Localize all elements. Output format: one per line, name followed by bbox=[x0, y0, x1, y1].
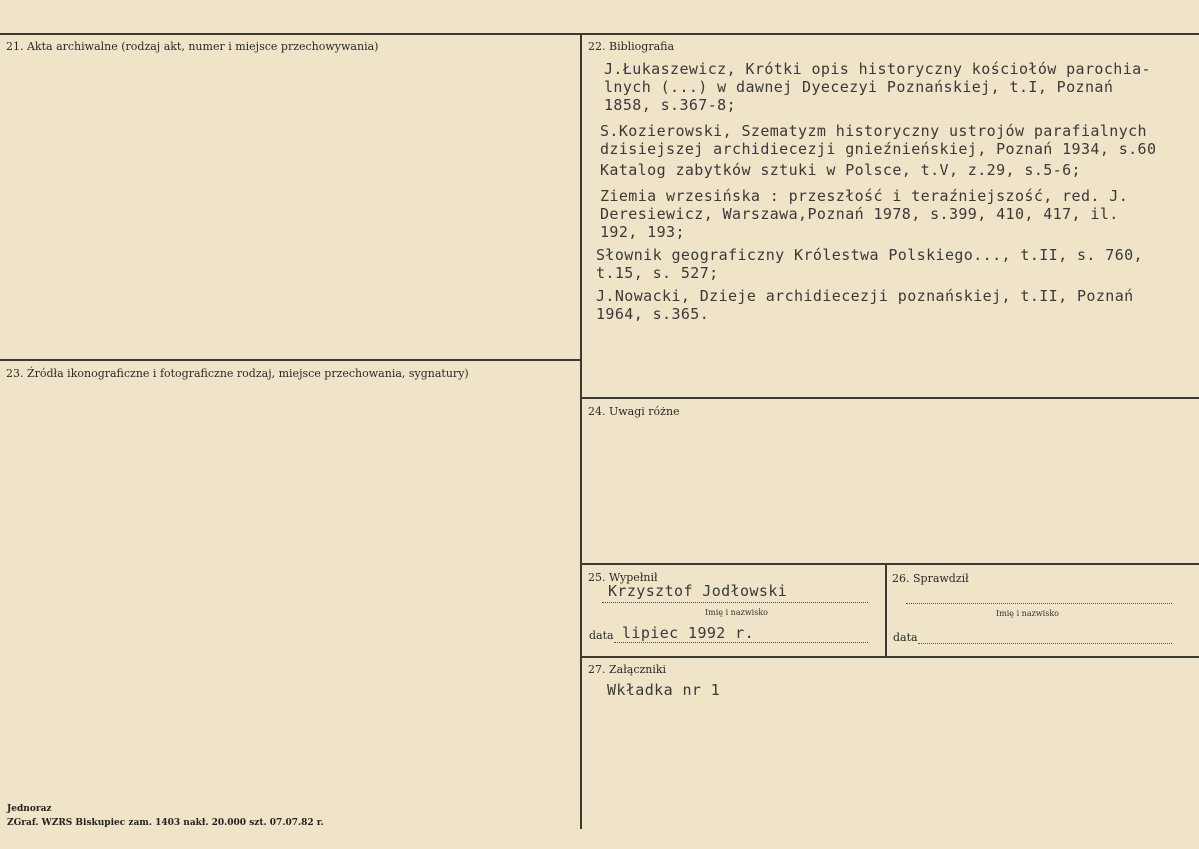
attachments-divider bbox=[581, 656, 1199, 658]
filled-by-date-line bbox=[614, 642, 868, 643]
section-24-label: 24. Uwagi różne bbox=[588, 405, 680, 418]
checked-by-name-line bbox=[906, 603, 1172, 604]
section-22-label: 22. Bibliografia bbox=[588, 40, 675, 53]
section-25-label: 25. Wypełnił bbox=[588, 571, 658, 584]
filled-by-name-line bbox=[602, 602, 868, 603]
checked-by-name-caption: Imię i nazwisko bbox=[996, 609, 1059, 618]
bibliography-entry: Słownik geograficzny Królestwa Polskiego..., t.II, s. 760, t.15, s. 527; bbox=[596, 246, 1143, 282]
bibliography-entry: S.Kozierowski, Szematyzm historyczny ustrojów parafialnych dzisiejszej archidiecezji gnieźnieńskiej, Poznań 1934, s.60 bbox=[600, 122, 1157, 158]
checked-by-date-line bbox=[918, 643, 1172, 644]
section-23-label: 23. Źródła ikonograficzne i fotograficzne rodzaj, miejsce przechowania, sygnatury) bbox=[6, 367, 469, 380]
section-27-label: 27. Załączniki bbox=[588, 663, 667, 676]
filled-by-name-caption: Imię i nazwisko bbox=[705, 608, 768, 617]
bibliography-entry: J.Łukaszewicz, Krótki opis historyczny kościołów parochia- lnych (...) w dawnej Dyecezyi Poznańskiej, t.I, Poznań 1858, s.367-8; bbox=[604, 60, 1151, 114]
filled-by-date: lipiec 1992 r. bbox=[622, 624, 755, 642]
bibliography-entry: Ziemia wrzesińska : przeszłość i teraźniejszość, red. J. Deresiewicz, Warszawa,Poznań 1978, s.399, 410, 417, il. 192, 193; bbox=[600, 187, 1129, 241]
section-21-label: 21. Akta archiwalne (rodzaj akt, numer i miejsce przechowywania) bbox=[6, 40, 379, 53]
signatures-divider bbox=[885, 564, 887, 657]
filled-by-date-label: data bbox=[589, 629, 614, 642]
bibliography-entry: J.Nowacki, Dzieje archidiecezji poznańskiej, t.II, Poznań 1964, s.365. bbox=[596, 287, 1134, 323]
attachments-value: Wkładka nr 1 bbox=[607, 681, 721, 699]
footer-line-1: Jednoraz bbox=[7, 804, 52, 814]
center-divider bbox=[580, 34, 582, 829]
checked-by-date-label: data bbox=[893, 631, 918, 644]
right-lower-divider bbox=[581, 563, 1199, 565]
filled-by-name: Krzysztof Jodłowski bbox=[608, 582, 788, 600]
right-upper-divider bbox=[581, 397, 1199, 399]
left-mid-divider bbox=[0, 359, 580, 361]
bibliography-entry: Katalog zabytków sztuki w Polsce, t.V, z.29, s.5-6; bbox=[600, 161, 1081, 179]
top-border bbox=[0, 33, 1199, 35]
section-26-label: 26. Sprawdził bbox=[892, 572, 969, 585]
footer-line-2: ZGraf. WZRS Biskupiec zam. 1403 nakł. 20.000 szt. 07.07.82 r. bbox=[7, 818, 324, 828]
